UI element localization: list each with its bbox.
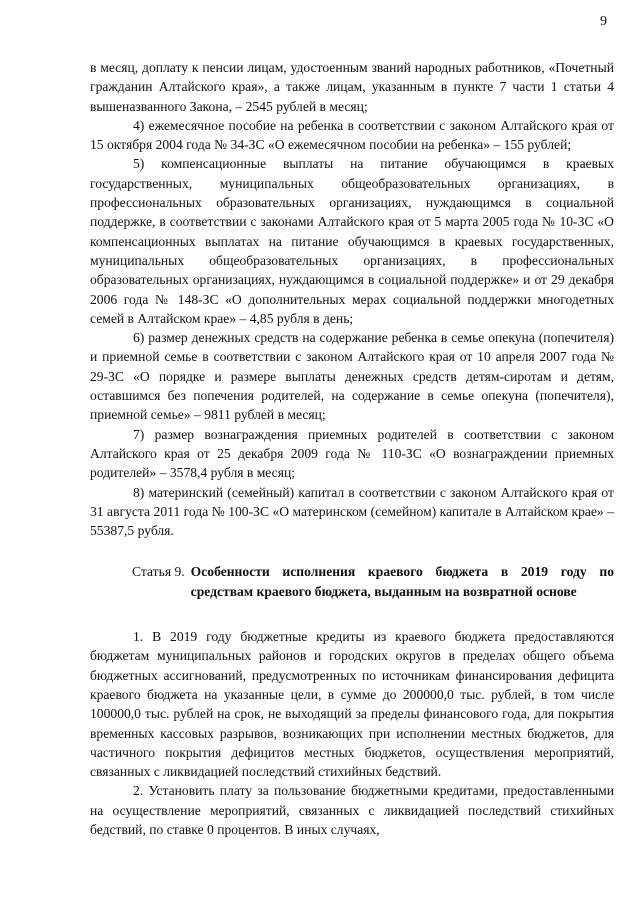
list-item-8: 8) материнский (семейный) капитал в соответствии с законом Алтайского края от 31 августа 2011 года № 100-ЗС «О материнском (семейном) капитале в Алтайском крае» – 55387,5 рубля. [90,484,614,539]
page-number: 9 [600,14,607,29]
list-item-4: 4) ежемесячное пособие на ребенка в соответствии с законом Алтайского края от 15 октября 2004 года № 34-ЗС «О ежемесячном пособии на ребенка» – 155 рублей; [90,117,614,153]
document-body [90,58,614,839]
article-label: Статья 9. [132,564,185,580]
article-title: Особенности исполнения краевого бюджета в 2019 году по средствам краевого бюджета, выданным на возвратной основе [190,564,614,599]
list-item-7: 7) размер вознаграждения приемных родителей в соответствии с законом Алтайского края от 25 декабря 2009 года № 110-ЗС «О вознаграждении приемных родителей» – 3578,4 рубля в месяц; [90,426,614,481]
clause-2: 2. Установить плату за пользование бюджетными кредитами, предоставленными на осуществление мероприятий, связанных с ликвидацией последствий стихийных бедствий, по ставке 0 процентов. В иных случаях, [90,783,614,837]
list-item-6: 6) размер денежных средств на содержание ребенка в семье опекуна (попечителя) и приемной семье в соответствии с законом Алтайского края от 10 апреля 2007 года № 29-ЗС «О порядке и размере выплаты денежных средств детям-сиротам и детям, оставшимся без попечения родителей, на содержание в семье опекуна (попечителя), приемной семье» – 9811 рублей в месяц; [90,330,614,423]
clause-1: 1. В 2019 году бюджетные кредиты из краевого бюджета предоставляются бюджетам муниципальных районов и городских округов в пределах общего объема бюджетных ассигнований, предусмотренных по источникам финансирования дефицита краевого бюджета на указанные цели, в сумме до 200000,0 тыс. рублей, в том числе 100000,0 тыс. рублей на срок, не выходящий за пределы финансового года, для покрытия временных кассовых разрывов, возникающих при исполнении местных бюджетов, для частичного покрытия дефицитов местных бюджетов, осуществления мероприятий, связанных с ликвидацией последствий стихийных бедствий. [90,629,614,780]
paragraph: в месяц, доплату к пенсии лицам, удостоенным званий народных работников, «Почетный гражданин Алтайского края», а также лицам, указанным в пункте 7 части 1 статьи 4 вышеназванного Закона, – 2545 рублей в месяц; [90,60,614,114]
list-item-5: 5) компенсационные выплаты на питание обучающимся в краевых государственных, муниципальных общеобразовательных организациях, в профессиональных образовательных организациях, нуждающимся в социальной поддержке, в соответствии с законами Алтайского края от 5 марта 2005 года № 10-ЗС «О компенсационных выплатах на питание обучающимся в краевых государственных, муниципальных общеобразовательных организациях, в профессиональных образовательных организациях, нуждающимся в социальной поддержке» и от 29 декабря 2006 года № 148-ЗС «О дополнительных мерах социальной поддержки многодетных семей в Алтайском крае» – 4,85 рубля в день; [90,156,614,326]
article-heading [90,562,614,601]
